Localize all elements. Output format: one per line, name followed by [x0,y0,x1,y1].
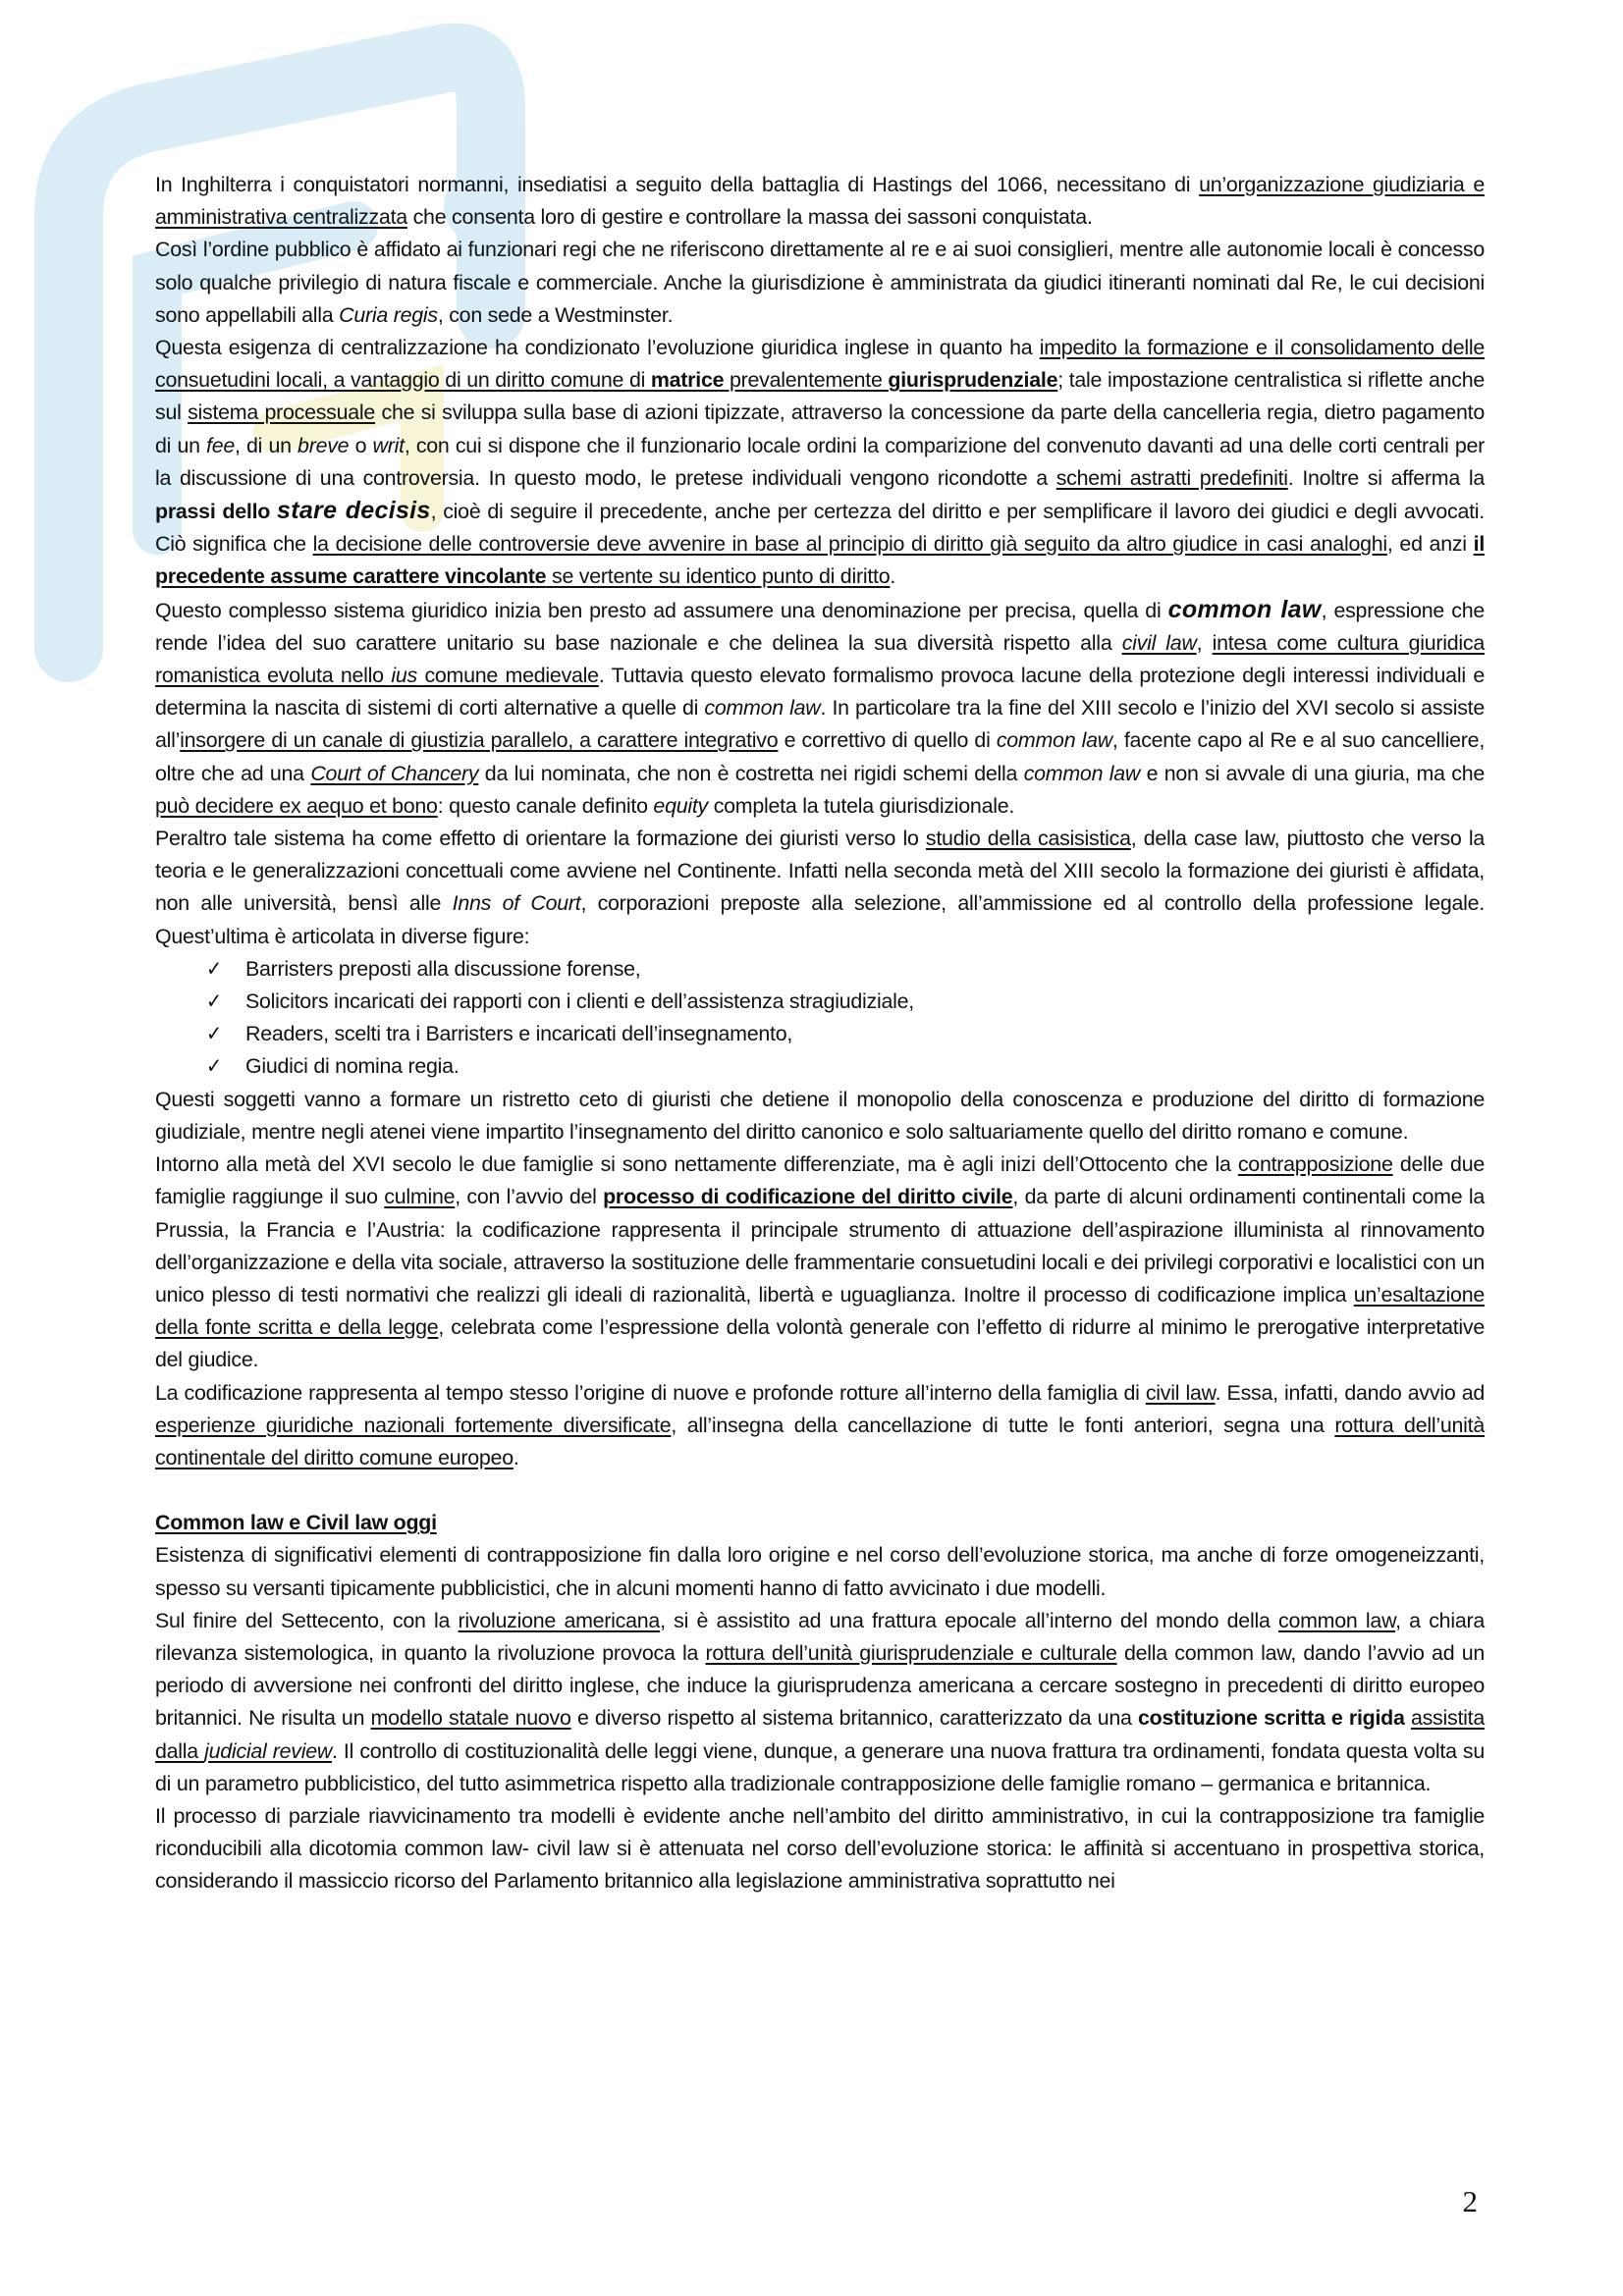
list-item: ✓ Barristers preposti alla discussione forense, [206,953,1485,986]
page-number: 2 [1462,2184,1478,2218]
paragraph: La codificazione rappresenta al tempo stesso l’origine di nuove e profonde rotture all’interno della famiglia di civil law. Essa, infatti, dando avvio ad esperienze giuridiche nazionali fortemente diversificate, all’insegna della cancellazione di tutte le fonti anteriori, segna una rottura dell’unità continentale del diritto comune europeo. [155,1380,1485,1469]
paragraph: Così l’ordine pubblico è affidato ai funzionari regi che ne riferiscono direttamente al re e ai suoi consiglieri, mentre alle autonomie locali è concesso solo qualche privilegio di natura fiscale e commerciale. Anche la giurisdizione è amministrata da giudici itineranti nominati dal Re, le cui decisioni sono appellabili alla Curia regis, con sede a Westminster. [155,238,1485,327]
document-body [155,169,1485,1898]
paragraph: Intorno alla metà del XVI secolo le due famiglie si sono nettamente differenziate, ma è agli inizi dell’Ottocento che la contrapposizione delle due famiglie raggiunge il suo culmine, con l’avvio del processo di codificazione del diritto civile, da parte di alcuni ordinamenti continentali come la Prussia, la Francia e l’Austria: la codificazione rappresenta il principale strumento di attuazione dell’aspirazione illuminista al rinnovamento dell’organizzazione e della vita sociale, attraverso la sostituzione delle frammentarie consuetudini locali e dei privilegi corporativi e localistici con un unico plesso di testi normativi che realizzi gli ideali di razionalità, libertà e uguaglianza. Inoltre il processo di codificazione implica un’esaltazione della fonte scritta e della legge, celebrata come l’espressione della volontà generale con l’effetto di ridurre al minimo le prerogative interpretative del giudice. [155,1152,1485,1372]
paragraph: Questo complesso sistema giuridico inizia ben presto ad assumere una denominazione per precisa, quella di common law, espressione che rende l’idea del suo carattere unitario su base nazionale e che delinea la sua diversità rispetto alla civil law, intesa come cultura giuridica romanistica evoluta nello ius comune medievale. Tuttavia questo elevato formalismo provoca lacune della protezione degli interessi individuali e determina la nascita di sistemi di corti alternative a quelle di common law. In particolare tra la fine del XIII secolo e l’inizio del XVI secolo si assiste all’insorgere di un canale di giustizia parallelo, a carattere integrativo e correttivo di quello di common law, facente capo al Re e al suo cancelliere, oltre che ad una Court of Chancery da lui nominata, che non è costretta nei rigidi schemi della common law e non si avvale di una giuria, ma che può decidere ex aequo et bono: questo canale definito equity completa la tutela giurisdizionale. [155,595,1486,818]
paragraph: Questa esigenza di centralizzazione ha condizionato l’evoluzione giuridica inglese in quanto ha impedito la formazione e il consolidamento delle consuetudini locali, a vantaggio di un diritto comune di matrice prevalentemente giurisprudenziale; tale impostazione centralistica si riflette anche sul sistema processuale che si sviluppa sulla base di azioni tipizzate, attraverso la concessione da parte della cancelleria regia, dietro pagamento di un fee, di un breve o writ, con cui si dispone che il funzionario locale ordini la comparizione del convenuto davanti ad una delle corti centrali per la discussione di una controversia. In questo modo, le pretese individuali vengono ricondotte a schemi astratti predefiniti. Inoltre si afferma la prassi dello stare decisis, cioè di seguire il precedente, anche per certezza del diritto e per semplificare il lavoro dei giudici e degli avvocati. Ciò significa che la decisione delle controversie deve avvenire in base al principio di diritto già seguito da altro giudice in casi analoghi, ed anzi il precedente assume carattere vincolante se vertente su identico punto di diritto. [155,336,1486,589]
list-item: ✓ Readers, scelti tra i Barristers e incaricati dell’insegnamento, [206,1018,1485,1050]
checkmark-icon: ✓ [206,956,222,982]
checkmark-icon: ✓ [206,1054,222,1080]
checkmark-icon: ✓ [206,1022,222,1047]
paragraph: In Inghilterra i conquistatori normanni, insediatisi a seguito della battaglia di Hastings del 1066, necessitano di un’organizzazione giudiziaria e amministrativa centralizzata che consenta loro di gestire e controllare la massa dei sassoni conquistata. [155,173,1485,230]
paragraph: Il processo di parziale riavvicinamento tra modelli è evidente anche nell’ambito del diritto amministrativo, in cui la contrapposizione tra famiglie riconducibili alla dicotomia common law- civil law si è attenuata nel corso dell’evoluzione storica: le affinità si accentuano in prospettiva storica, considerando il massiccio ricorso del Parlamento britannico alla legislazione amministrativa soprattutto nei [155,1803,1485,1894]
list-item: ✓ Solicitors incaricati dei rapporti con i clienti e dell’assistenza stragiudiziale, [206,986,1485,1018]
paragraph: Esistenza di significativi elementi di contrapposizione fin dalla loro origine e nel corso dell’evoluzione storica, ma anche di forze omogeneizzanti, spesso su versanti tipicamente pubblicistici, che in alcuni momenti hanno di fatto avvicinato i due modelli. [155,1543,1485,1600]
paragraph: Questi soggetti vanno a formare un ristretto ceto di giuristi che detiene il monopolio della conoscenza e produzione del diritto di formazione giudiziale, mentre negli atenei viene impartito l’insegnamento del diritto canonico e solo saltuariamente quello del diritto romano e comune. [155,1087,1485,1144]
section-title: Common law e Civil law oggi [155,1511,437,1535]
paragraph: Sul finire del Settecento, con la rivoluzione americana, si è assistito ad una frattura epocale all’interno del mondo della common law, a chiara rilevanza sistemologica, in quanto la rivoluzione provoca la rottura dell’unità giurisprudenziale e culturale della common law, dando l’avvio ad un periodo di avversione nei confronti del diritto inglese, che induce la giurisprudenza americana a cercare sostegno in precedenti di diritto europeo britannici. Ne risulta un modello statale nuovo e diverso rispetto al sistema britannico, caratterizzato da una costituzione scritta e rigida assistita dalla judicial review. Il controllo di costituzionalità delle leggi viene, dunque, a generare una nuova frattura tra ordinamenti, fondata questa volta su di un parametro pubblicistico, del tutto asimmetrica rispetto alla tradizionale contrapposizione delle famiglie romano – germanica e britannica. [155,1608,1485,1795]
list-item: ✓ Giudici di nomina regia. [206,1050,1485,1083]
professions-list [155,953,1485,1084]
paragraph: Peraltro tale sistema ha come effetto di orientare la formazione dei giuristi verso lo studio della casisistica, della case law, piuttosto che verso la teoria e le generalizzazioni concettuali come avviene nel Continente. Infatti nella seconda metà del XIII secolo la formazione dei giuristi è affidata, non alle università, bensì alle Inns of Court, corporazioni preposte alla selezione, all’ammissione ed al controllo della professione legale. Quest’ultima è articolata in diverse figure: [155,827,1485,948]
checkmark-icon: ✓ [206,989,222,1015]
